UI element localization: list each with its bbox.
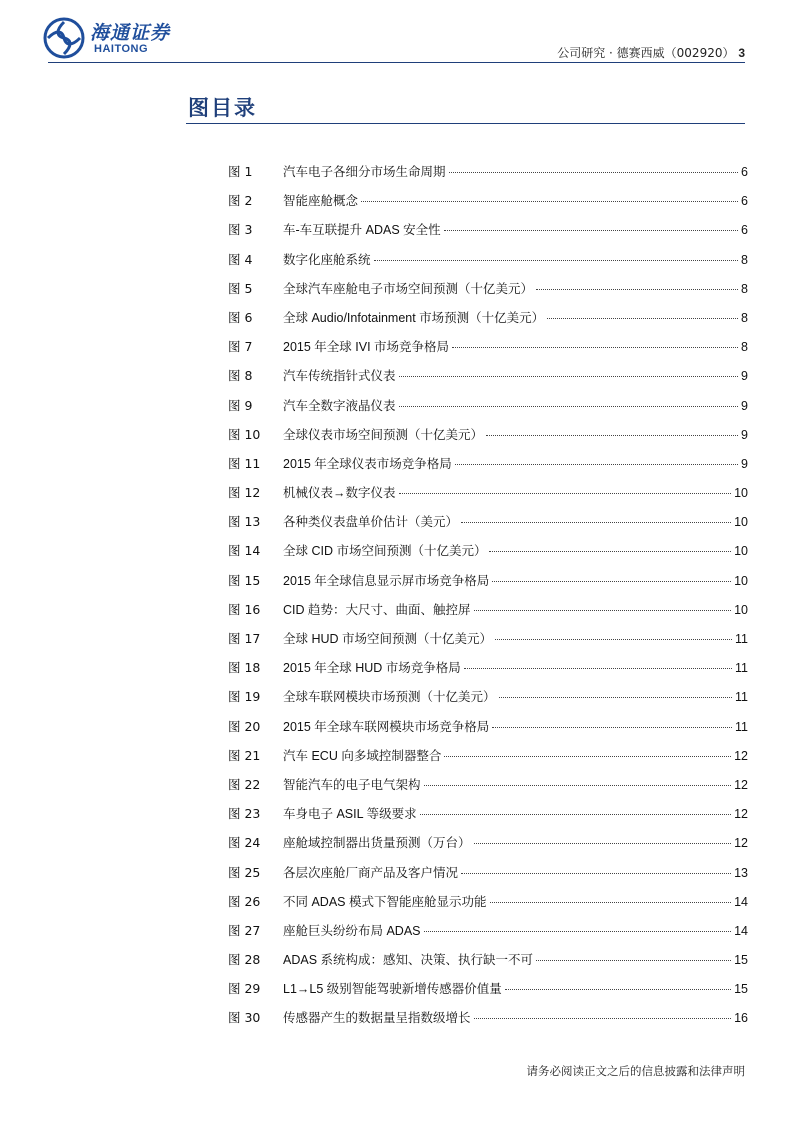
figure-page-number: 10 [734, 573, 748, 588]
toc-entry[interactable] [228, 600, 748, 629]
haitong-emblem-icon [42, 16, 86, 60]
figure-caption: 各种类仪表盘单价估计（美元） [283, 515, 459, 530]
toc-entry[interactable] [228, 863, 748, 892]
figure-page-number: 10 [734, 486, 748, 501]
dot-leader [399, 493, 732, 494]
figure-page-number: 12 [734, 807, 748, 822]
figure-caption: 车-车互联提升 ADAS 安全性 [283, 223, 441, 238]
figure-caption: 2015 年全球仪表市场竞争格局 [283, 456, 452, 471]
toc-entry[interactable] [228, 892, 748, 921]
figure-page-number: 15 [734, 953, 748, 968]
toc-entry[interactable] [228, 308, 748, 337]
toc-entry[interactable] [228, 454, 748, 483]
toc-entry[interactable] [228, 687, 748, 716]
figure-page-number: 10 [734, 602, 748, 617]
figure-number: 图 18 [228, 660, 261, 676]
figure-caption: 各层次座舱厂商产品及客户情况 [283, 865, 459, 880]
dot-leader [536, 289, 738, 290]
dot-leader [424, 931, 732, 932]
figure-page-number: 12 [734, 836, 748, 851]
figure-number: 图 14 [228, 543, 261, 559]
figure-page-number: 10 [734, 544, 748, 559]
figure-page-number: 11 [735, 719, 748, 734]
figure-number: 图 5 [228, 280, 253, 296]
toc-entry[interactable] [228, 191, 748, 220]
toc-entry[interactable] [228, 250, 748, 279]
toc-entry[interactable] [228, 541, 748, 570]
figure-number: 图 25 [228, 864, 261, 880]
figure-caption: 智能座舱概念 [283, 194, 359, 209]
figure-caption: 全球汽车座舱电子市场空间预测（十亿美元） [283, 281, 534, 296]
toc-entry[interactable] [228, 162, 748, 191]
figure-caption: 汽车 ECU 向多域控制器整合 [283, 748, 442, 763]
toc-entry[interactable] [228, 746, 748, 775]
figure-number: 图 23 [228, 806, 261, 822]
dot-leader [424, 785, 732, 786]
figure-caption: 汽车电子各细分市场生命周期 [283, 165, 446, 179]
dot-leader [547, 318, 738, 319]
figure-page-number: 16 [734, 1011, 748, 1026]
figure-number: 图 10 [228, 426, 261, 442]
toc-entry[interactable] [228, 775, 748, 804]
dot-leader [461, 873, 731, 874]
dot-leader [461, 522, 731, 523]
toc-entry[interactable] [228, 279, 748, 308]
figure-caption: L1→L5 级别智能驾驶新增传感器价值量 [283, 982, 502, 997]
figure-number: 图 3 [228, 222, 253, 238]
dot-leader [492, 727, 732, 728]
figure-page-number: 11 [735, 690, 748, 705]
figure-caption: 座舱域控制器出货量预测（万台） [283, 836, 471, 851]
figure-page-number: 14 [734, 894, 748, 909]
figure-caption: ADAS 系统构成：感知、决策、执行缺一不可 [283, 953, 534, 968]
dot-leader [455, 464, 738, 465]
figure-page-number: 11 [735, 632, 748, 646]
toc-entry[interactable] [228, 629, 748, 658]
dot-leader [474, 843, 732, 844]
figure-number: 图 24 [228, 835, 261, 851]
figure-caption: 2015 年全球车联网模块市场竞争格局 [283, 719, 490, 734]
dot-leader [474, 610, 732, 611]
figure-caption: 全球 CID 市场空间预测（十亿美元） [283, 544, 487, 559]
figure-number: 图 7 [228, 339, 253, 355]
figure-number: 图 8 [228, 368, 253, 384]
toc-entry[interactable] [228, 396, 748, 425]
toc-entry[interactable] [228, 833, 748, 862]
figure-caption: 机械仪表→数字仪表 [283, 486, 396, 501]
figure-caption: 汽车全数字液晶仪表 [283, 398, 396, 413]
dot-leader [495, 639, 732, 640]
figure-number: 图 26 [228, 893, 261, 909]
logo-chinese-name: 海通证券 [90, 22, 171, 44]
dot-leader [499, 697, 733, 698]
toc-entry[interactable] [228, 658, 748, 687]
dot-leader [399, 376, 739, 377]
dot-leader [536, 960, 731, 961]
dot-leader [486, 435, 738, 436]
figure-page-number: 12 [734, 777, 748, 792]
toc-entry[interactable] [228, 950, 748, 979]
toc-entry[interactable] [228, 483, 748, 512]
figure-number: 图 1 [228, 164, 253, 179]
figure-number: 图 28 [228, 952, 261, 968]
figure-number: 图 21 [228, 747, 261, 763]
figure-page-number: 14 [734, 923, 748, 938]
dot-leader [489, 551, 731, 552]
toc-entry[interactable] [228, 717, 748, 746]
figure-number: 图 30 [228, 1010, 261, 1026]
figure-caption: 车身电子 ASIL 等级要求 [283, 807, 417, 822]
logo-english-name: HAITONG [94, 43, 149, 55]
disclaimer-footer: 请务必阅读正文之后的信息披露和法律声明 [526, 1064, 745, 1078]
toc-entry[interactable] [228, 425, 748, 454]
dot-leader [490, 902, 732, 903]
figure-caption: 全球 HUD 市场空间预测（十亿美元） [283, 632, 493, 646]
figure-number: 图 13 [228, 514, 261, 530]
figure-number: 图 9 [228, 397, 253, 413]
figure-page-number: 6 [741, 165, 748, 179]
figure-caption: 2015 年全球 IVI 市场竞争格局 [283, 340, 450, 355]
figure-caption: 传感器产生的数据量呈指数级增长 [283, 1011, 471, 1026]
toc-entry[interactable] [228, 571, 748, 600]
dot-leader [505, 989, 731, 990]
figure-page-number: 6 [741, 194, 748, 209]
figure-number: 图 16 [228, 601, 261, 617]
title-divider [186, 123, 745, 124]
figure-page-number: 8 [741, 340, 748, 355]
figure-caption: 2015 年全球信息显示屏市场竞争格局 [283, 573, 490, 588]
toc-entry[interactable] [228, 512, 748, 541]
page-title: 图目录 [188, 96, 257, 120]
figure-number: 图 22 [228, 776, 261, 792]
figure-number: 图 19 [228, 689, 261, 705]
figure-page-number: 9 [741, 456, 748, 471]
figure-number: 图 17 [228, 631, 261, 646]
dot-leader [464, 668, 732, 669]
dot-leader [474, 1018, 732, 1019]
header-divider [48, 62, 745, 63]
figure-caption: 智能汽车的电子电气架构 [283, 777, 421, 792]
figure-number: 图 15 [228, 572, 261, 588]
dot-leader [452, 347, 738, 348]
figure-page-number: 15 [734, 982, 748, 997]
dot-leader [449, 172, 739, 173]
toc-entry[interactable] [228, 1008, 748, 1037]
toc-entry[interactable] [228, 337, 748, 366]
figure-number: 图 27 [228, 922, 261, 938]
figure-page-number: 8 [741, 252, 748, 267]
page-number: 3 [738, 46, 745, 60]
figure-number: 图 6 [228, 309, 253, 325]
figure-page-number: 6 [741, 223, 748, 238]
figure-page-number: 13 [734, 865, 748, 880]
dot-leader [374, 260, 739, 261]
figure-page-number: 8 [741, 310, 748, 325]
figure-number: 图 4 [228, 251, 253, 267]
figure-number: 图 2 [228, 193, 253, 209]
figure-caption: 全球车联网模块市场预测（十亿美元） [283, 690, 496, 705]
report-label: 公司研究 · 德赛西威（002920） [557, 46, 735, 60]
figure-number: 图 29 [228, 981, 261, 997]
figure-caption: 数字化座舱系统 [283, 252, 371, 267]
figure-caption: 不同 ADAS 模式下智能座舱显示功能 [283, 894, 487, 909]
figure-number: 图 20 [228, 718, 261, 734]
toc-entry[interactable] [228, 220, 748, 249]
figure-caption: 汽车传统指针式仪表 [283, 369, 396, 384]
dot-leader [420, 814, 732, 815]
figure-caption: 座舱巨头纷纷布局 ADAS [283, 923, 421, 938]
haitong-logo [42, 16, 182, 60]
toc-entry[interactable] [228, 366, 748, 395]
figure-list [228, 162, 748, 1038]
figure-number: 图 12 [228, 485, 261, 501]
figure-caption: 2015 年全球 HUD 市场竞争格局 [283, 661, 461, 676]
figure-page-number: 10 [734, 515, 748, 530]
toc-entry[interactable] [228, 804, 748, 833]
figure-caption: 全球仪表市场空间预测（十亿美元） [283, 427, 484, 442]
dot-leader [444, 230, 738, 231]
toc-entry[interactable] [228, 921, 748, 950]
figure-page-number: 9 [741, 369, 748, 384]
report-header [557, 44, 745, 61]
dot-leader [492, 581, 731, 582]
dot-leader [399, 406, 739, 407]
figure-caption: CID 趋势：大尺寸、曲面、触控屏 [283, 602, 471, 617]
figure-page-number: 11 [735, 661, 748, 676]
figure-page-number: 9 [741, 427, 748, 442]
figure-caption: 全球 Audio/Infotainment 市场预测（十亿美元） [283, 310, 545, 325]
figure-page-number: 8 [741, 281, 748, 296]
dot-leader [444, 756, 731, 757]
dot-leader [361, 201, 738, 202]
figure-number: 图 11 [228, 455, 261, 471]
figure-page-number: 12 [734, 748, 748, 763]
toc-entry[interactable] [228, 979, 748, 1008]
figure-page-number: 9 [741, 398, 748, 413]
